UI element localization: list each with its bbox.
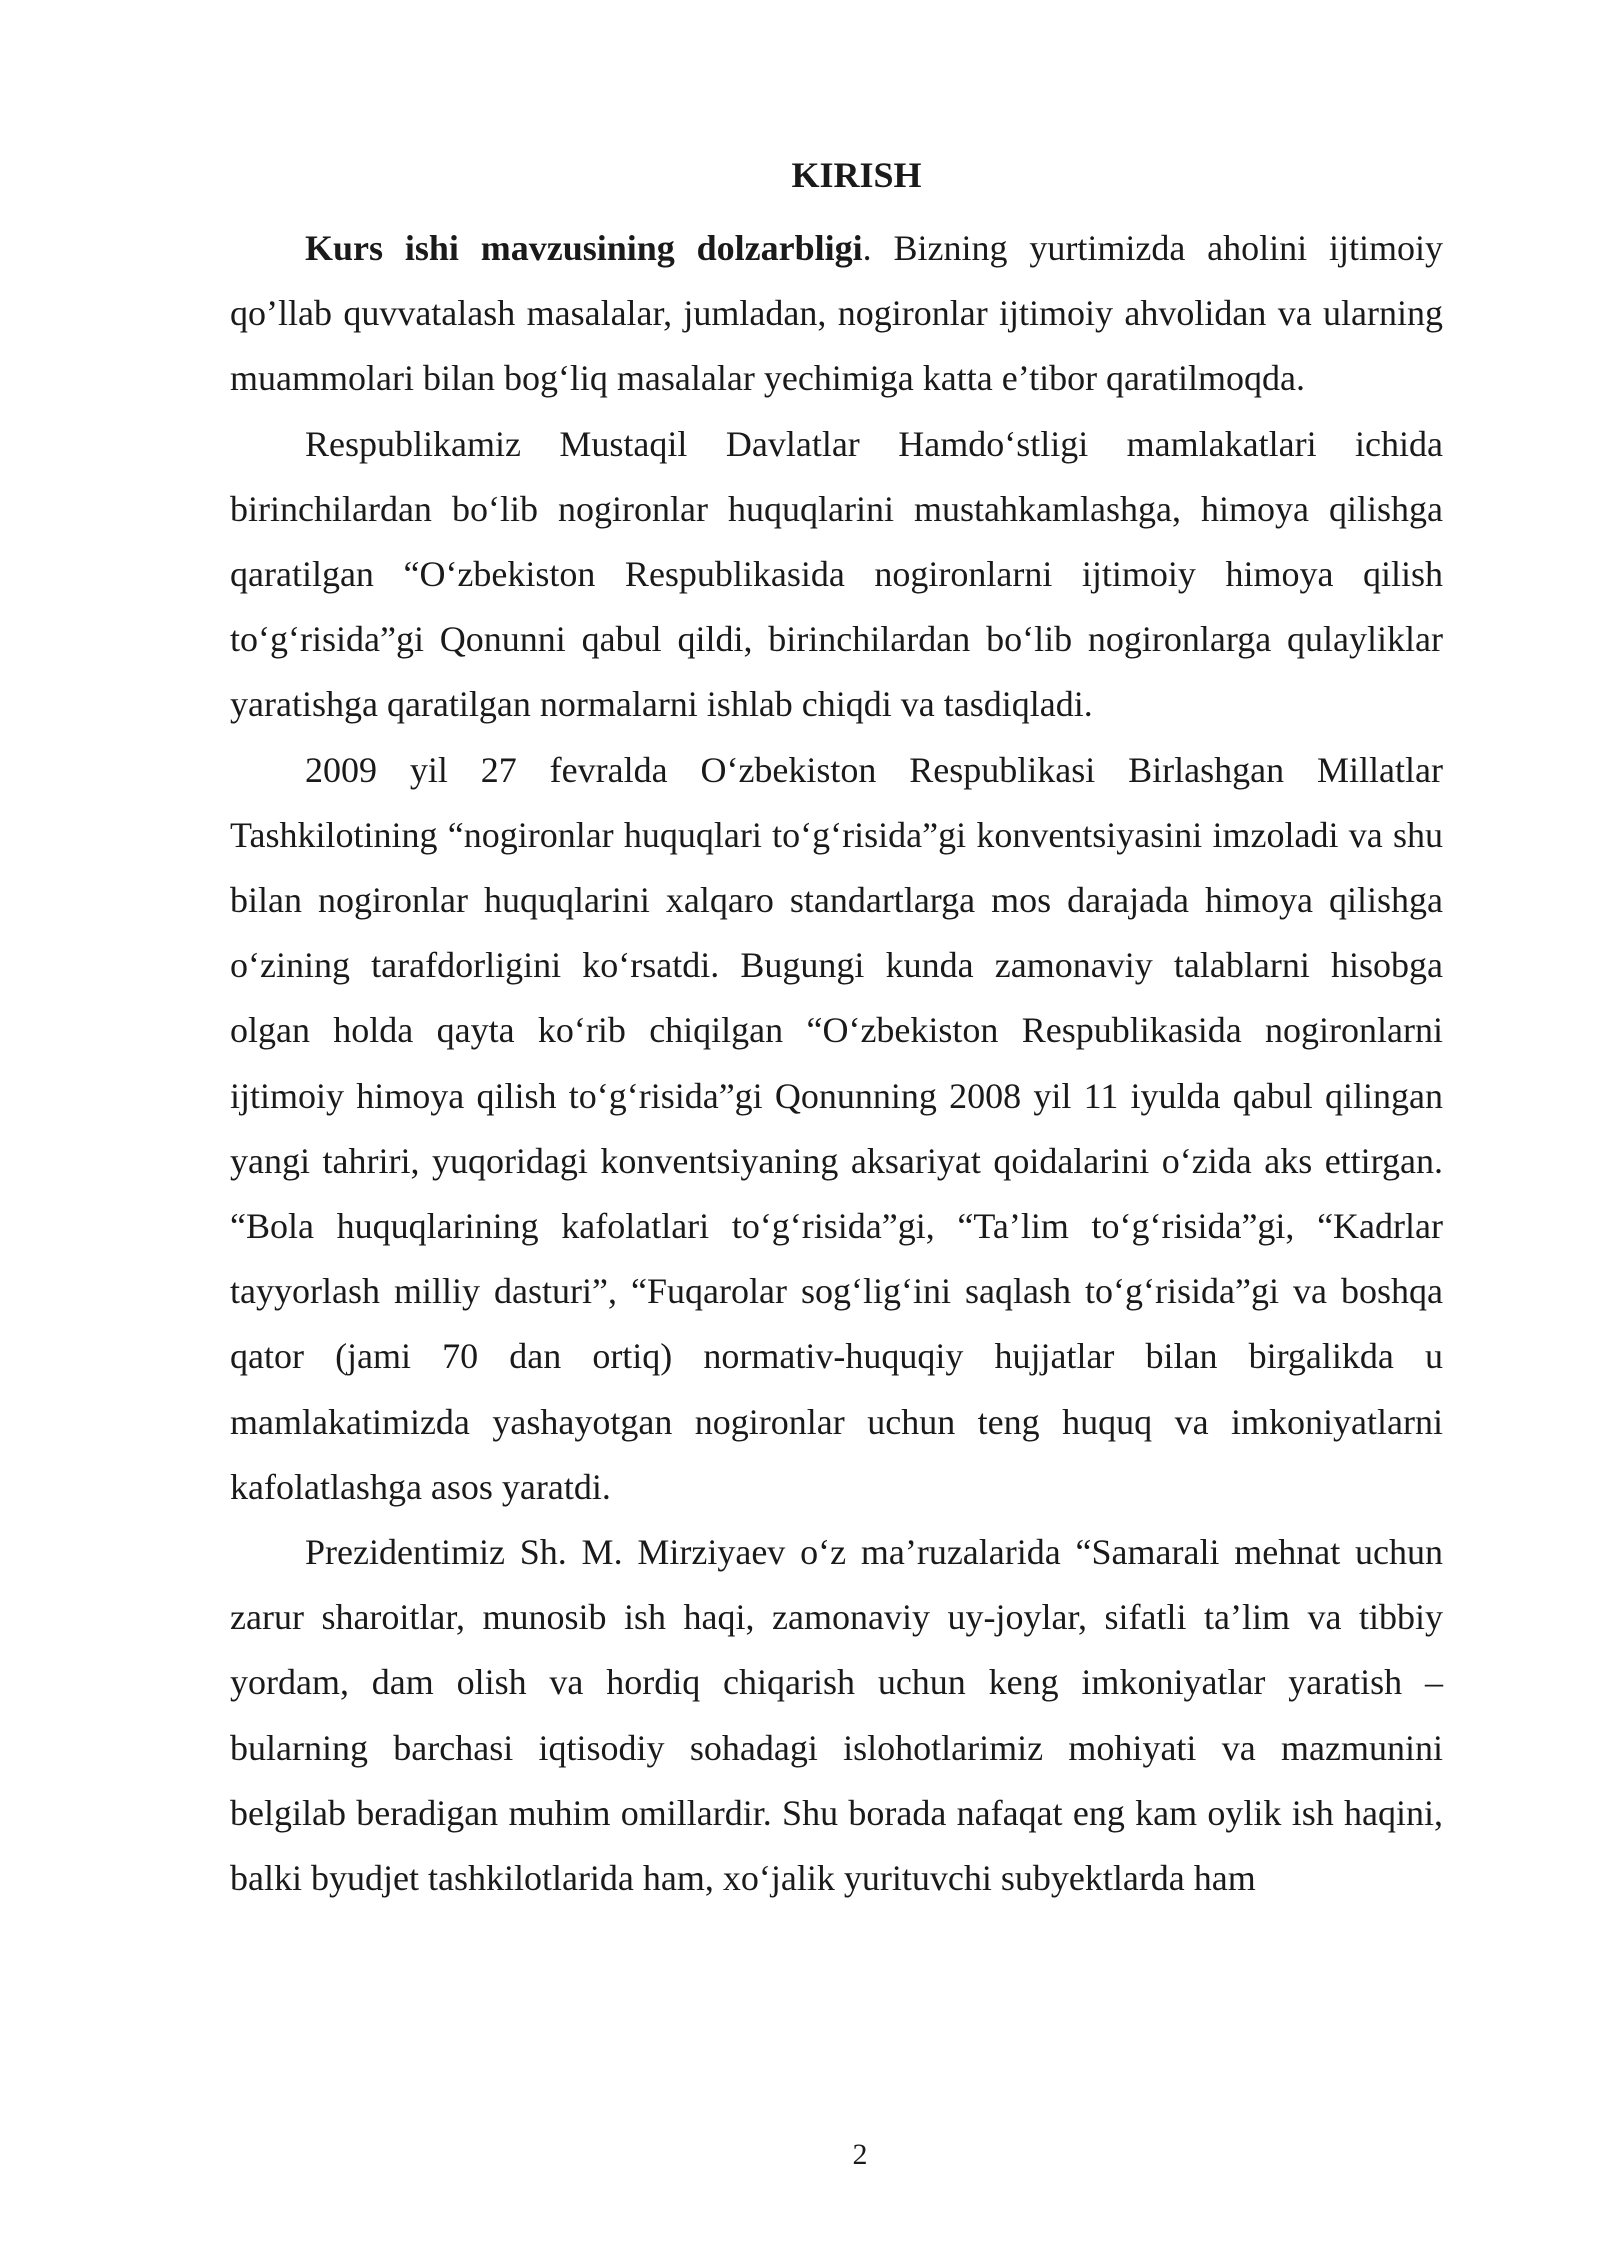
paragraph-text: . Bizning yurtimizda aholini ijtimoiy qo’llab quvvatalash masalalar, jumladan, nogironlar ijtimoiy ahvolidan va ularning muammolari bilan bog‘liq masalalar yechimiga katta e’tibor qaratilmoqda. bbox=[230, 228, 1443, 399]
section-heading: KIRISH bbox=[791, 155, 922, 195]
paragraph-lead-bold: Kurs ishi mavzusining dolzarbligi bbox=[305, 228, 863, 268]
paragraph-text: Prezidentimiz Sh. M. Mirziyaev o‘z ma’ruzalarida “Samarali mehnat uchun zarur sharoitlar, munosib ish haqi, zamonaviy uy-joylar, sifatli ta’lim va tibbiy yordam, dam olish va hordiq chiqarish uchun keng imkoniyatlar yaratish – bularning barchasi iqtisodiy sohadagi islohotlarimiz mohiyati va mazmunini belgilab beradigan muhim omillardir. Shu borada nafaqat eng kam oylik ish haqini, balki byudjet tashkilotlarida ham, xo‘jalik yurituvchi subyektlarda ham bbox=[230, 1532, 1443, 1899]
document-page bbox=[230, 150, 1443, 1911]
paragraph-1 bbox=[230, 216, 1443, 412]
paragraph-text: 2009 yil 27 fevralda O‘zbekiston Respublikasi Birlashgan Millatlar Tashkilotining “nogironlar huquqlari to‘g‘risida”gi konventsiyasini imzoladi va shu bilan nogironlar huquqlarini xalqaro standartlarga mos darajada himoya qilishga o‘zining tarafdorligini ko‘rsatdi. Bugungi kunda zamonaviy talablarni hisobga olgan holda qayta ko‘rib chiqilgan “O‘zbekiston Respublikasida nogironlarni ijtimoiy himoya qilish to‘g‘risida”gi Qonunning 2008 yil 11 iyulda qabul qilingan yangi tahriri, yuqoridagi konventsiyaning aksariyat qoidalarini o‘zida aks ettirgan. “Bola huquqlarining kafolatlari to‘g‘risida”gi, “Ta’lim to‘g‘risida”gi, “Kadrlar tayyorlash milliy dasturi”, “Fuqarolar sog‘lig‘ini saqlash to‘g‘risida”gi va boshqa qator (jami 70 dan ortiq) normativ-huquqiy hujjatlar bilan birgalikda u mamlakatimizda yashayotgan nogironlar uchun teng huquq va imkoniyatlarni kafolatlashga asos yaratdi. bbox=[230, 749, 1443, 1507]
paragraph-2 bbox=[230, 412, 1443, 738]
paragraph-4 bbox=[230, 1520, 1443, 1911]
paragraph-text: Respublikamiz Mustaqil Davlatlar Hamdo‘stligi mamlakatlari ichida birinchilardan bo‘lib nogironlar huquqlarini mustahkamlashga, himoya qilishga qaratilgan “O‘zbekiston Respublikasida nogironlarni ijtimoiy himoya qilish to‘g‘risida”gi Qonunni qabul qildi, birinchilardan bo‘lib nogironlarga qulayliklar yaratishga qaratilgan normalarni ishlab chiqdi va tasdiqladi. bbox=[230, 423, 1443, 725]
paragraph-3 bbox=[230, 738, 1443, 1520]
page-number: 2 bbox=[852, 2138, 868, 2171]
